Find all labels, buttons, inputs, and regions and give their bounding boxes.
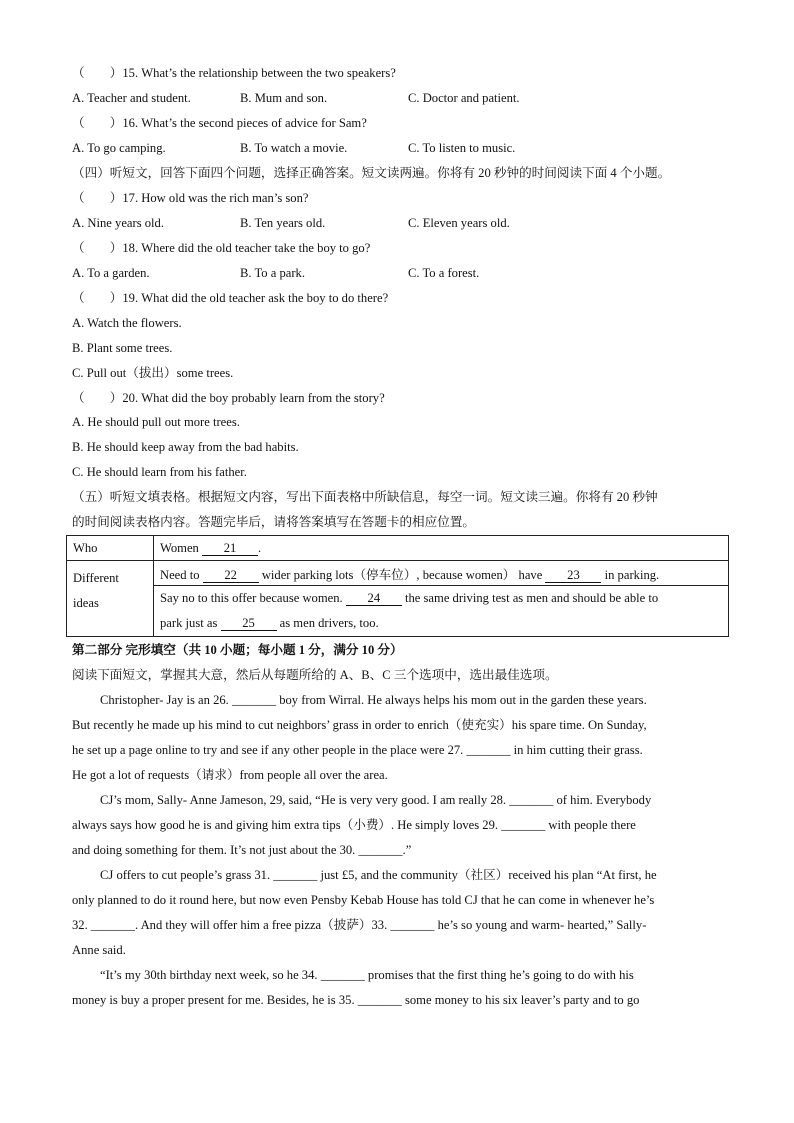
part-2-title: 第二部分 完形填空（共 10 小题；每小题 1 分，满分 10 分） (72, 643, 403, 657)
passage-line: and doing something for them. It’s not just about the 30. _______.” (72, 843, 412, 857)
q16-option-c: C. To listen to music. (408, 141, 516, 155)
blank-21: 21 (202, 542, 258, 556)
q19-option-b: B. Plant some trees. (72, 341, 173, 355)
passage-line: CJ offers to cut people’s grass 31. _______ just £5, and the community（社区）received his plan “At first, he (100, 868, 657, 882)
cell-text: park just as (160, 616, 221, 630)
passage-line: 32. _______. And they will offer him a free pizza（披萨）33. _______ he’s so young and warm- hearted,” Sally- (72, 918, 647, 932)
blank-24: 24 (346, 592, 402, 606)
table-row (67, 586, 729, 637)
section-4-instruction: （四）听短文，回答下面四个问题，选择正确答案。短文读两遍。你将有 20 秒钟的时间阅读下面 4 个小题。 (72, 166, 671, 180)
q19-option-a: A. Watch the flowers. (72, 316, 182, 330)
cell-text: ideas (73, 596, 99, 610)
passage-line: Christopher- Jay is an 26. _______ boy from Wirral. He always helps his mom out in the garden these years. (100, 693, 647, 707)
q18-option-a: A. To a garden. (72, 266, 150, 280)
table-row (67, 561, 729, 586)
table-cell-idea-2 (154, 586, 729, 637)
q15-option-b: B. Mum and son. (240, 91, 328, 105)
q15-option-a: A. Teacher and student. (72, 91, 191, 105)
passage-line: But recently he made up his mind to cut neighbors’ grass in order to enrich（使充实）his spare time. On Sunday, (72, 718, 647, 732)
question-18-stem: （ ）18. Where did the old teacher take the boy to go? (72, 241, 371, 255)
q20-option-a: A. He should pull out more trees. (72, 415, 240, 429)
question-16-stem: （ ）16. What’s the second pieces of advice for Sam? (72, 116, 367, 130)
cell-text: as men drivers, too. (276, 616, 379, 630)
passage-line: he set up a page online to try and see if any other people in the place were 27. _______ in him cutting their grass. (72, 743, 643, 757)
blank-22: 22 (203, 569, 259, 583)
q17-option-c: C. Eleven years old. (408, 216, 510, 230)
cell-text: the same driving test as men and should be able to (401, 591, 659, 605)
part-2-instruction: 阅读下面短文，掌握其大意，然后从每题所给的 A、B、C 三个选项中，选出最佳选项。 (72, 668, 558, 682)
table-cell-different-ideas (67, 561, 154, 637)
passage-line: Anne said. (72, 943, 126, 957)
passage-line: He got a lot of requests（请求）from people all over the area. (72, 768, 388, 782)
cell-text: Women (160, 540, 203, 555)
cell-text: Different (73, 571, 119, 585)
q20-option-b: B. He should keep away from the bad habits. (72, 440, 299, 454)
section-5-instruction-line2: 的时间阅读表格内容。答题完毕后，请将答案填写在答题卡的相应位置。 (72, 515, 475, 529)
q16-option-a: A. To go camping. (72, 141, 166, 155)
q17-option-a: A. Nine years old. (72, 216, 164, 230)
table-row (67, 536, 729, 561)
q18-option-b: B. To a park. (240, 266, 305, 280)
table-cell-idea-1 (154, 561, 729, 586)
q20-option-c: C. He should learn from his father. (72, 465, 247, 479)
passage-line: always says how good he is and giving him extra tips（小费）. He simply loves 29. _______ with people there (72, 818, 636, 832)
passage-line: only planned to do it round here, but now even Pensby Kebab House has told CJ that he can come in whenever he’s (72, 893, 655, 907)
question-15-stem: （ ）15. What’s the relationship between the two speakers? (72, 66, 396, 80)
question-20-stem: （ ）20. What did the boy probably learn from the story? (72, 391, 385, 405)
cell-text: . (258, 540, 262, 555)
q15-option-c: C. Doctor and patient. (408, 91, 520, 105)
passage-line: “It’s my 30th birthday next week, so he 34. _______ promises that the first thing he’s going to do with his (100, 968, 634, 982)
q16-option-b: B. To watch a movie. (240, 141, 348, 155)
blank-23: 23 (545, 569, 601, 583)
cell-text: Say no to this offer because women. (160, 591, 346, 605)
table-cell-who-answer (154, 536, 729, 561)
q19-option-c: C. Pull out（拔出）some trees. (72, 366, 234, 380)
passage-line: money is buy a proper present for me. Besides, he is 35. _______ some money to his six leaver’s party and to go (72, 993, 640, 1007)
passage-line: CJ’s mom, Sally- Anne Jameson, 29, said, “He is very very good. I am really 28. _______ of him. Everybody (100, 793, 652, 807)
question-17-stem: （ ）17. How old was the rich man’s son? (72, 191, 309, 205)
q18-option-c: C. To a forest. (408, 266, 480, 280)
question-19-stem: （ ）19. What did the old teacher ask the boy to do there? (72, 291, 389, 305)
section-5-instruction-line1: （五）听短文填表格。根据短文内容，写出下面表格中所缺信息，每空一词。短文读三遍。你将有 20 秒钟 (72, 490, 658, 504)
q17-option-b: B. Ten years old. (240, 216, 326, 230)
fill-in-table (66, 535, 729, 637)
cell-text: wider parking lots（停车位）, because women） have (258, 567, 546, 582)
cell-text: Need to (160, 567, 203, 582)
cell-text: in parking. (601, 567, 660, 582)
table-cell-who: Who (67, 536, 154, 561)
blank-25: 25 (221, 617, 277, 631)
